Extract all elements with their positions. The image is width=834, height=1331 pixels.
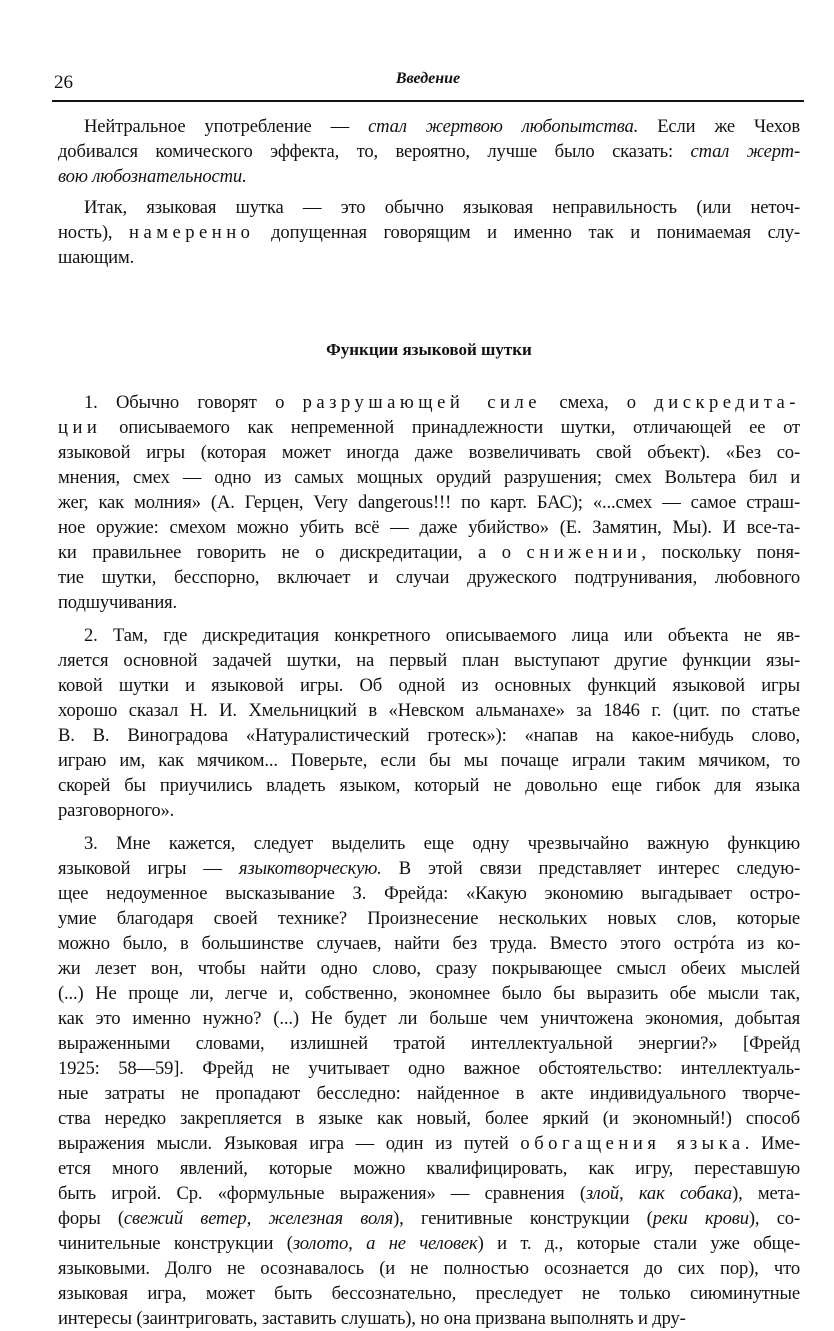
text-segment: ляется основной задачей шутки, на первый план выступают другие функции язы-	[58, 650, 800, 671]
text-line	[58, 515, 800, 540]
text-segment: форы (	[58, 1208, 124, 1229]
text-segment: чинительные конструкции (	[58, 1233, 293, 1254]
text-line	[58, 565, 800, 590]
text-line	[58, 1131, 800, 1156]
text-line	[58, 195, 800, 220]
text-line	[58, 956, 800, 981]
text-segment: Нейтральное употребление —	[84, 116, 369, 137]
text-segment: В этой связи представляет интерес следую-	[381, 858, 800, 879]
text-line	[58, 164, 800, 189]
italic-text: стал жертвою любопытства.	[368, 116, 639, 137]
text-segment: жег, как молния» (А. Герцен, Very dangerous!!! по карт. БАС); «...смех — самое страш-	[58, 492, 800, 513]
spaced-emphasis-text: ции	[58, 417, 102, 438]
text-segment: языковыми. Долго не осознавалось (и не полностью осознается до сих пор), что	[58, 1258, 800, 1279]
text-segment: быть игрой. Ср. «формульные выражения» — сравнения (	[58, 1183, 586, 1204]
italic-text: реки крови	[652, 1208, 749, 1229]
text-line	[58, 881, 800, 906]
italic-text: золото, а не человек	[292, 1233, 478, 1254]
spaced-emphasis-text: дискредита-	[654, 392, 800, 413]
text-line	[58, 1231, 800, 1256]
text-segment: скорей бы приучились владеть языком, который не довольно еще гибок для языка	[58, 775, 800, 796]
italic-text: вою любознательности.	[58, 166, 247, 187]
text-segment: ные затраты не пропадают бесследно: найденное в акте индивидуального творче-	[58, 1083, 800, 1104]
text-line	[58, 648, 800, 673]
text-segment: языковая игра, может быть бессознательно, преследует не только сиюминутные	[58, 1283, 800, 1304]
text-segment: Итак, языковая шутка — это обычно языковая неправильность (или неточ-	[84, 197, 800, 218]
intro-text	[58, 114, 800, 270]
text-line	[58, 1031, 800, 1056]
text-line	[58, 1106, 800, 1131]
italic-text: стал жерт-	[690, 141, 800, 162]
text-line	[58, 1081, 800, 1106]
text-line	[58, 1056, 800, 1081]
text-line	[58, 981, 800, 1006]
paragraph	[58, 831, 800, 1331]
italic-text: языкотворческую.	[238, 858, 382, 879]
text-line	[58, 906, 800, 931]
text-segment: ется много явлений, которые можно квалифицировать, как игру, переставшую	[58, 1158, 800, 1179]
text-segment: жи лезет вон, чтобы найти одно слово, сразу покрывающее смысл обеих мыслей	[58, 958, 800, 979]
spaced-emphasis-text: обогащения языка	[520, 1133, 745, 1154]
text-segment: ность),	[58, 222, 129, 243]
text-line	[58, 220, 800, 245]
text-segment: добивался комического эффекта, то, вероятно, лучше было сказать:	[58, 141, 691, 162]
text-line	[58, 1306, 800, 1331]
text-line	[58, 1206, 800, 1231]
text-line	[58, 390, 800, 415]
text-segment: выраженными словами, излишней тратой интеллектуальной энергии?» [Фрейд	[58, 1033, 800, 1054]
text-line	[58, 245, 800, 270]
text-segment: щее недоуменное высказывание З. Фрейда: «Какую экономию выгадывает остро-	[58, 883, 800, 904]
text-line	[58, 1256, 800, 1281]
text-line	[58, 465, 800, 490]
text-segment: языковой игры (которая может иногда даже возвеличивать свой объект). «Без со-	[58, 442, 800, 463]
text-segment: ), мета-	[732, 1183, 800, 1204]
page-number: 26	[54, 72, 73, 93]
text-line	[58, 1156, 800, 1181]
text-line	[58, 1006, 800, 1031]
paragraph	[58, 195, 800, 270]
text-segment: ства нередко закрепляется в языке как новый, более яркий (и экономный!) способ	[58, 1108, 800, 1129]
text-line	[58, 931, 800, 956]
text-segment: 3. Мне кажется, следует выделить еще одну чрезвычайно важную функцию	[84, 833, 800, 854]
text-segment: играю им, как мячиком... Поверьте, если бы мы почаще играли таким мячиком, то	[58, 750, 800, 771]
text-segment: допущенная говорящим и именно так и понимаемая слу-	[254, 222, 800, 243]
text-segment: подшучивания.	[58, 592, 178, 613]
text-segment: интересы (заинтриговать, заставить слушать), но она призвана выполнять и дру-	[58, 1308, 686, 1329]
page-header	[52, 66, 804, 102]
page-body	[58, 114, 800, 1331]
text-segment: шающим.	[58, 247, 135, 268]
text-line	[58, 1281, 800, 1306]
section-heading: Функции языковой шутки	[326, 340, 532, 359]
text-segment: смеха, о	[541, 392, 655, 413]
text-segment: ки правильнее говорить не о дискредитации, а о	[58, 542, 527, 563]
text-segment: 2. Там, где дискредитация конкретного описываемого лица или объекта не яв-	[84, 625, 800, 646]
text-segment: ное оружие: смехом можно убить всё — даже убийство» (Е. Замятин, Мы). И все-та-	[58, 517, 800, 538]
text-segment: можно было, в большинстве случаев, найти без труда. Вместо этого острóта из ко-	[58, 933, 800, 954]
section-text	[58, 390, 800, 1331]
text-segment: Если же Чехов	[638, 116, 800, 137]
text-segment: ковой шутки и языковой игры. Об одной из основных функций языковой игры	[58, 675, 800, 696]
spaced-emphasis-text: снижении	[526, 542, 642, 563]
text-line	[58, 139, 800, 164]
text-line	[58, 415, 800, 440]
text-line	[58, 748, 800, 773]
text-line	[58, 798, 800, 823]
text-segment: 1925: 58—59]. Фрейд не учитывает одно важное обстоятельство: интеллектуаль-	[58, 1058, 800, 1079]
text-line	[58, 623, 800, 648]
text-line	[58, 773, 800, 798]
text-segment: (...) Не проще ли, легче и, собственно, экономнее было бы выразить обе мысли так,	[58, 983, 800, 1004]
italic-text: свежий ветер, железная воля	[123, 1208, 394, 1229]
text-segment: языковой игры —	[58, 858, 239, 879]
text-segment: , поскольку поня-	[641, 542, 800, 563]
text-segment: разговорного».	[58, 800, 175, 821]
text-line	[58, 490, 800, 515]
text-segment: как это именно нужно? (...) Не будет ли больше чем уничтожена экономия, добытая	[58, 1008, 800, 1029]
text-segment: ), генитивные конструкции (	[393, 1208, 653, 1229]
paragraph	[58, 114, 800, 189]
spaced-emphasis-text: разрушающей силе	[302, 392, 542, 413]
text-line	[58, 540, 800, 565]
text-segment: выражения мысли. Языковая игра — один из путей	[58, 1133, 521, 1154]
text-segment: . Име-	[744, 1133, 800, 1154]
text-line	[58, 673, 800, 698]
text-line	[58, 723, 800, 748]
text-segment: мнения, смех — одно из самых мощных орудий разрушения; смех Вольтера бил и	[58, 467, 800, 488]
text-line	[58, 114, 800, 139]
text-line	[58, 1181, 800, 1206]
text-line	[58, 440, 800, 465]
text-segment: умие благодаря своей технике? Произнесение нескольких новых слов, которые	[58, 908, 800, 929]
text-line	[58, 831, 800, 856]
paragraph	[58, 390, 800, 615]
italic-text: злой, как собака	[585, 1183, 733, 1204]
text-segment: 1. Обычно говорят о	[84, 392, 303, 413]
text-segment: хорошо сказал Н. И. Хмельницкий в «Невском альманахе» за 1846 г. (цит. по статье	[58, 700, 800, 721]
running-title: Введение	[395, 70, 461, 87]
text-segment: ), со-	[748, 1208, 800, 1229]
text-segment: тие шутки, бесспорно, включает и случаи дружеского подтрунивания, любовного	[58, 567, 800, 588]
text-line	[58, 856, 800, 881]
spaced-emphasis-text: намеренно	[129, 222, 255, 243]
paragraph	[58, 623, 800, 823]
text-segment: ) и т. д., которые стали уже обще-	[477, 1233, 800, 1254]
text-segment: описываемого как непременной принадлежности шутки, отличающей ее от	[101, 417, 800, 438]
text-line	[58, 590, 800, 615]
text-line	[58, 698, 800, 723]
text-segment: В. В. Виноградова «Натуралистический гротеск»): «напав на какое-нибудь слово,	[58, 725, 800, 746]
